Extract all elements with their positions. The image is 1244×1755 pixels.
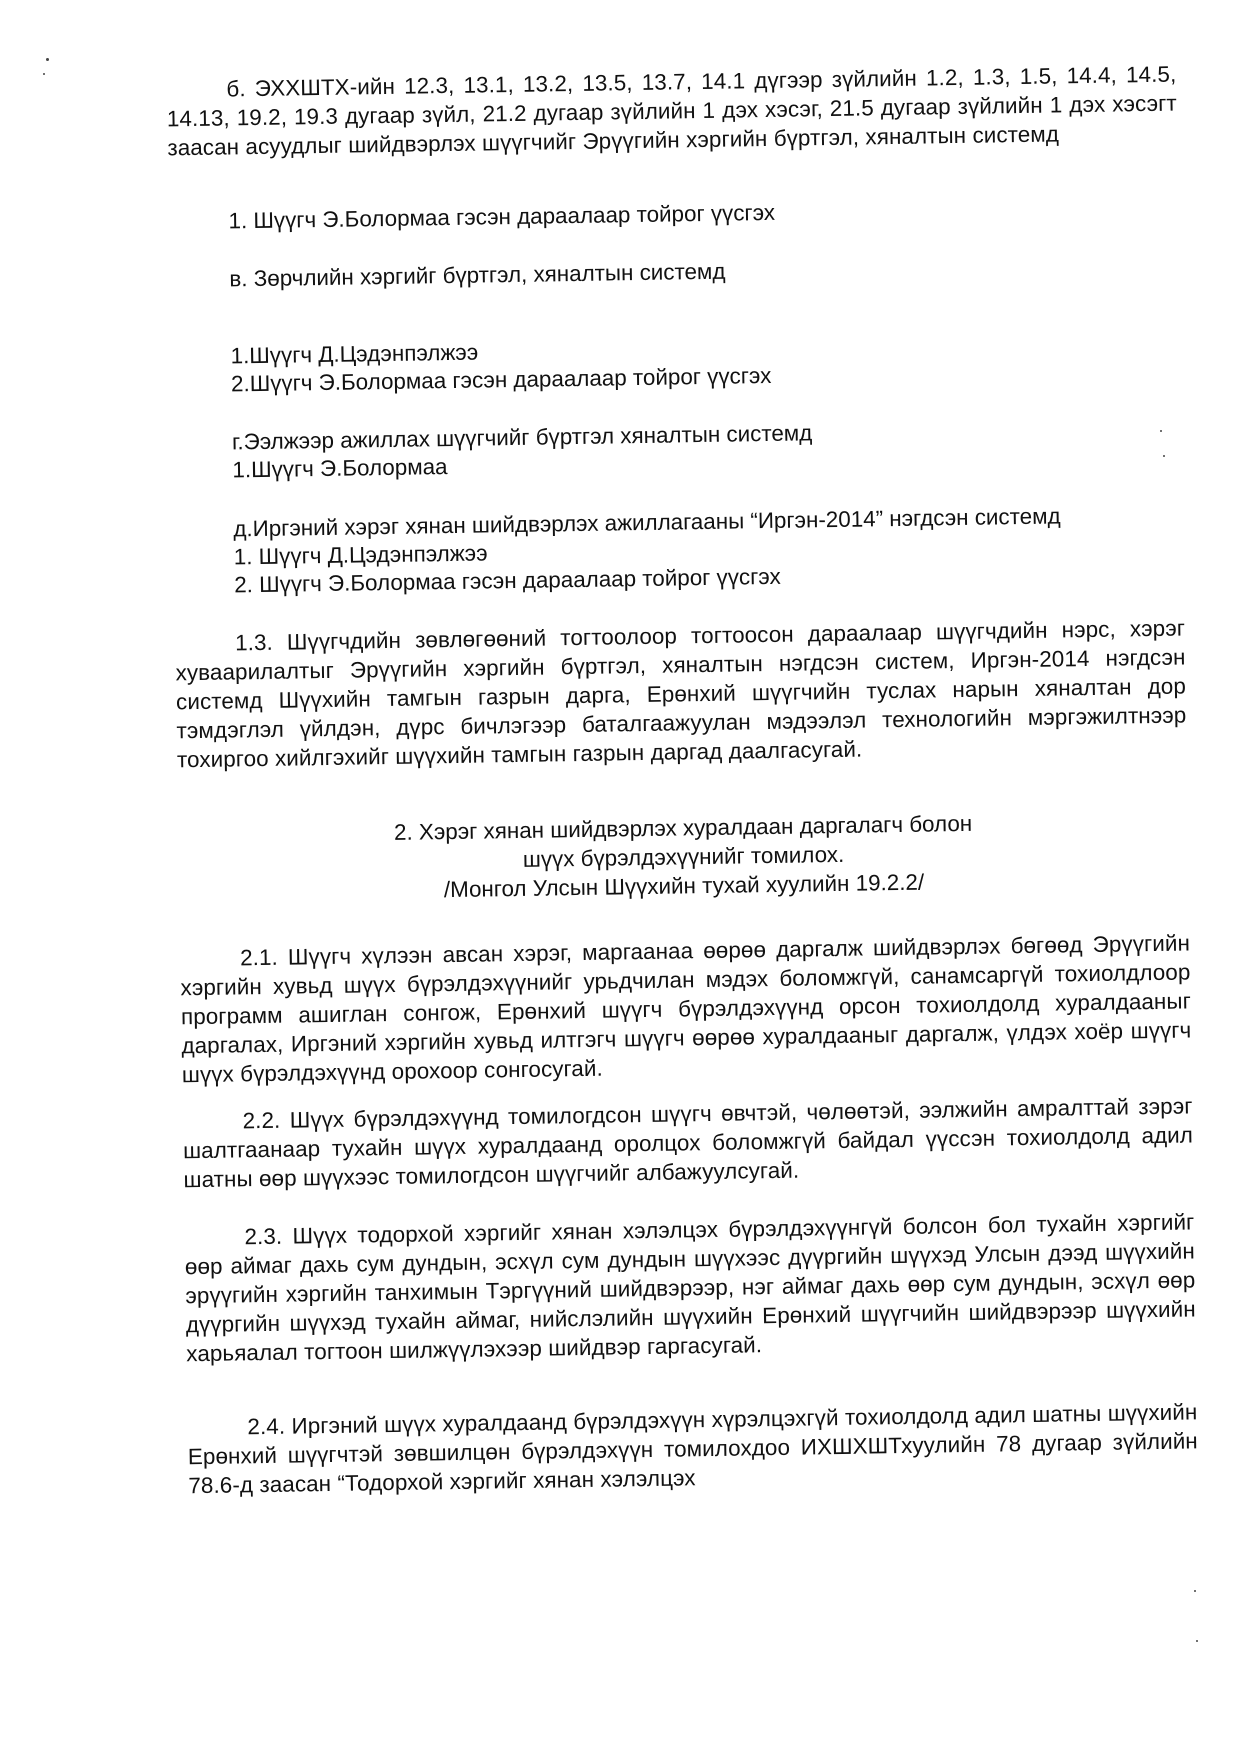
section-b-text: б. ЭХХШТХ-ийн 12.3, 13.1, 13.2, 13.5, 13.7, 14.1 дүгээр зүйлийн 1.2, 1.3, 1.5, 14.4, 14.5, 14.13, 19.2, 19.3 дугаар зүйл, 21.2 дугаар зүйлийн 1 дэх хэсэг, 21.5 дугаар зүйлийн 1 дэх хэсэгт заасан асуудлыг шийдвэрлэх шүүгчийг Эрүүгийн хэргийн бүртгэл, хяналтын системд xyxy=(166,61,1177,161)
heading-2-line-1: 2. Хэрэг хянан шийдвэрлэх хуралдаан даргалагч болон xyxy=(393,810,973,845)
paragraph-1-3: 1.3. Шүүгчдийн зөвлөгөөний тогтоолоор тогтоосон дараалаар шүүгчдийн нэрс, хэрэг хуваарилалтыг Эрүүгийн хэргийн бүртгэл, хяналтын нэгдсэн систем, Иргэн-2014 нэгдсэн системд Шүүхийн тамгын газрын дарга, Ерөнхий шүүгчийн туслах нарын хяналтан дор тэмдэглэл үйлдэн, дүрс бичлэгээр баталгаажуулан мэдээлэл технологийн мэргэжилтнээр тохиргоо хийлгэхийг шүүхийн тамгын газрын даргад даалгасугай. xyxy=(175,615,1187,773)
paragraph-2-2: 2.2. Шүүх бүрэлдэхүүнд томилогдсон шүүгч өвчтэй, чөлөөтэй, ээлжийн амралттай зэрэг шалтгаанаар тухайн шүүх хуралдаанд оролцох боломжгүй байдал үүссэн тохиолдолд адил шатны өөр шүүхээс томилогдсон шүүгчийг албажуулсугай. xyxy=(182,1093,1194,1193)
section-d-item-1: 1. Шүүгч Д.Цэдэнпэлжээ xyxy=(233,540,488,570)
scan-speck xyxy=(1160,430,1162,432)
paragraph-2-3: 2.3. Шүүх тодорхой хэргийг хянан хэлэлцэх бүрэлдэхүүнгүй болсон бол тухайн хэргийг өөр аймаг дахь сум дундын, эсхүл сум дундын шүүхээс дүүргийн шүүхэд Улсын дээд шүүхийн эрүүгийн хэргийн танхимын Тэргүүний шийдвэрээр, нэг аймаг дахь өөр сум дундын, эсхүл өөр дүүргийн шүүхэд тухайн аймаг, нийслэлийн шүүхийн Ерөнхий шүүгчийн шийдвэрээр шүүхийн харьяалал тогтоон шилжүүлэхээр шийдвэр гаргасугай. xyxy=(184,1209,1196,1367)
paragraph-2-4: 2.4. Иргэний шүүх хуралдаанд бүрэлдэхүүн хүрэлцэхгүй тохиолдолд адил шатны шүүхийн Ерөнхий шүүгчтэй зөвшилцөн бүрэлдэхүүн томилохдоо ИХШХШТхуулийн 78 дугаар зүйлийн 78.6-д заасан “Тодорхой хэргийг хянан хэлэлцэх xyxy=(187,1399,1198,1499)
heading-2-line-3: /Монгол Улсын Шүүхийн тухай хуулийн 19.2.2/ xyxy=(443,869,925,903)
section-v-item-1: 1.Шүүгч Д.Цэдэнпэлжээ xyxy=(230,339,479,369)
section-g-item-1: 1.Шүүгч Э.Болормаа xyxy=(232,454,448,483)
scan-speck xyxy=(43,73,45,75)
section-v-item-2: 2.Шүүгч Э.Болормаа гэсэн дараалаар тойрог үүсгэх xyxy=(230,362,772,397)
section-v-heading: в. Зөрчлийн хэргийг бүртгэл, хяналтын системд xyxy=(229,258,726,292)
paragraph-2-1: 2.1. Шүүгч хүлээн авсан хэрэг, маргаанаа өөрөө даргалж шийдвэрлэх бөгөөд Эрүүгийн хэргийн хувьд шүүх бүрэлдэхүүнийг урьдчилан мэдэх боломжгүй, санамсаргүй тохиолдлоор программ ашиглан сонгож, Ерөнхий шүүгч бүрэлдэхүүнд орсон тохиолдолд хуралдааныг даргалах, Иргэний хэргийн хувьд илтгэгч шүүгч өөрөө хуралдааныг даргалж, үлдэх хоёр шүүгч шүүх бүрэлдэхүүнд орохоор сонгосугай. xyxy=(180,930,1192,1088)
section-g-heading: г.Ээлжээр ажиллах шүүгчийг бүртгэл хяналтын системд xyxy=(231,420,813,455)
scan-speck xyxy=(1196,1640,1198,1642)
scan-speck xyxy=(46,58,49,61)
scan-speck xyxy=(1163,455,1165,457)
scan-speck xyxy=(1194,1590,1196,1592)
section-b-item-1: 1. Шүүгч Э.Болормаа гэсэн дараалаар тойрог үүсгэх xyxy=(228,199,776,234)
section-d-item-2: 2. Шүүгч Э.Болормаа гэсэн дараалаар тойрог үүсгэх xyxy=(234,563,781,598)
heading-2-line-2: шүүх бүрэлдэхүүнийг томилох. xyxy=(522,841,845,872)
section-d-heading: д.Иргэний хэрэг хянан шийдвэрлэх ажиллагааны “Иргэн-2014” нэгдсэн системд xyxy=(233,503,1061,542)
